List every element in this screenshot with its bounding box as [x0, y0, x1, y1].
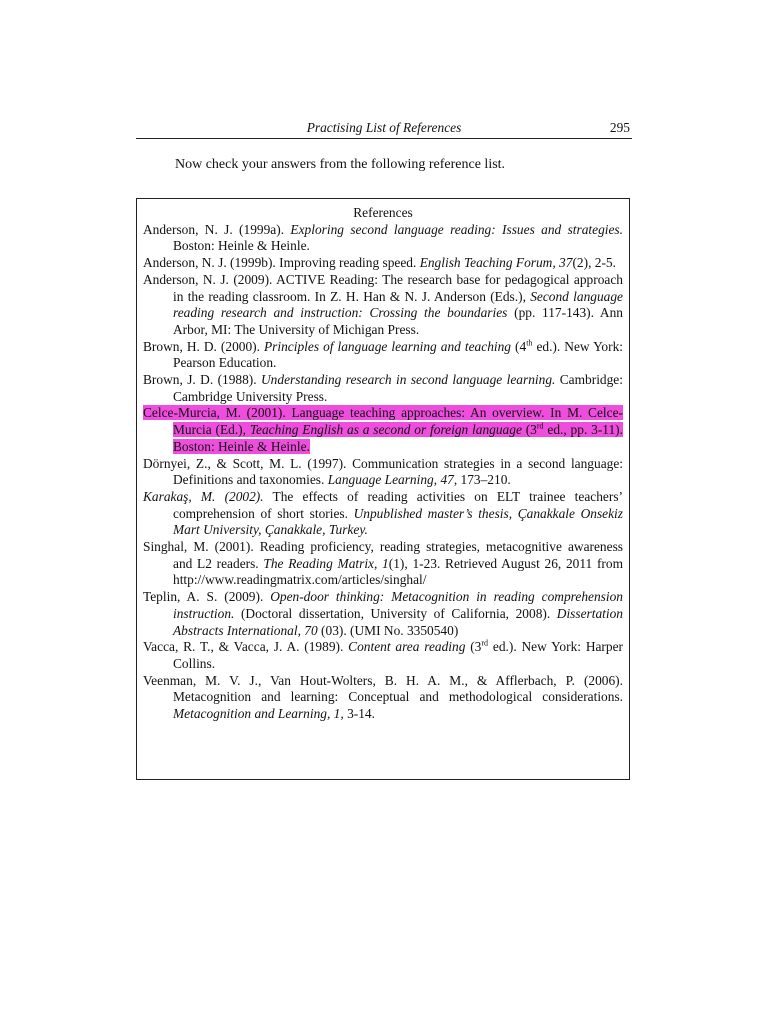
reference-anderson-2009: Anderson, N. J. (2009). ACTIVE Reading: The research base for pedagogical approach in the reading classroom. In Z. H. Han & N. J. Anderson (Eds.), Second language reading research and instruction: Crossing the boundaries (pp. 117-143). Ann Arbor, MI: The University of Michigan Press. [143, 271, 623, 337]
reference-vacca-1989: Vacca, R. T., & Vacca, J. A. (1989). Content area reading (3rd ed.). New York: Harper Collins. [143, 638, 623, 671]
reference-singhal-2001: Singhal, M. (2001). Reading proficiency, reading strategies, metacognitive awareness and L2 readers. The Reading Matrix, 1(1), 1-23. Retrieved August 26, 2011 from http://www.readingmatrix.com/articles/singhal/ [143, 539, 624, 588]
reference-karakas-2002: Karakaş, M. (2002). The effects of reading activities on ELT trainee teachers’ comprehension of short stories. Unpublished master’s thesis, Çanakkale Onsekiz Mart University, Çanakkale, Turkey. [143, 488, 623, 538]
page-number: 295 [609, 120, 630, 135]
reference-brown-2000: Brown, H. D. (2000). Principles of language learning and teaching (4th ed.). New York: Pearson Education. [143, 338, 623, 371]
reference-dornyei-1997: Dörnyei, Z., & Scott, M. L. (1997). Communication strategies in a second language: Definitions and taxonomies. Language Learning, 47, 173–210. [143, 455, 623, 488]
reference-anderson-1999b: Anderson, N. J. (1999b). Improving reading speed. English Teaching Forum, 37(2), 2-5. [143, 255, 616, 271]
reference-celce-murcia-2001 [143, 405, 623, 455]
reference-veenman-2006: Veenman, M. V. J., Van Hout-Wolters, B. H. A. M., & Afflerbach, P. (2006). Metacognition and learning: Conceptual and methodological considerations. Metacognition and Learning, 1, 3-14. [143, 672, 623, 722]
highlight: Celce-Murcia, M. (2001). Language teaching approaches: An overview. In M. Celce-Murcia (Ed.), Teaching English as a second or foreign language (3rd ed., pp. 3-11). Boston: Heinle & Heinle. [143, 405, 623, 454]
intro-text: Now check your answers from the following reference list. [175, 157, 506, 172]
running-header [136, 118, 632, 139]
reference-list-box [136, 198, 630, 780]
running-title: Practising List of References [306, 120, 462, 135]
reference-anderson-1999a: Anderson, N. J. (1999a). Exploring second language reading: Issues and strategies. Boston: Heinle & Heinle. [143, 221, 623, 254]
reference-brown-1988: Brown, J. D. (1988). Understanding research in second language learning. Cambridge: Cambridge University Press. [143, 372, 623, 404]
reference-teplin-2009: Teplin, A. S. (2009). Open-door thinking: Metacognition in reading comprehension instruction. (Doctoral dissertation, University of California, 2008). Dissertation Abstracts International, 70 (03). (UMI No. 3350540) [143, 589, 623, 638]
references-heading: References [353, 205, 413, 220]
